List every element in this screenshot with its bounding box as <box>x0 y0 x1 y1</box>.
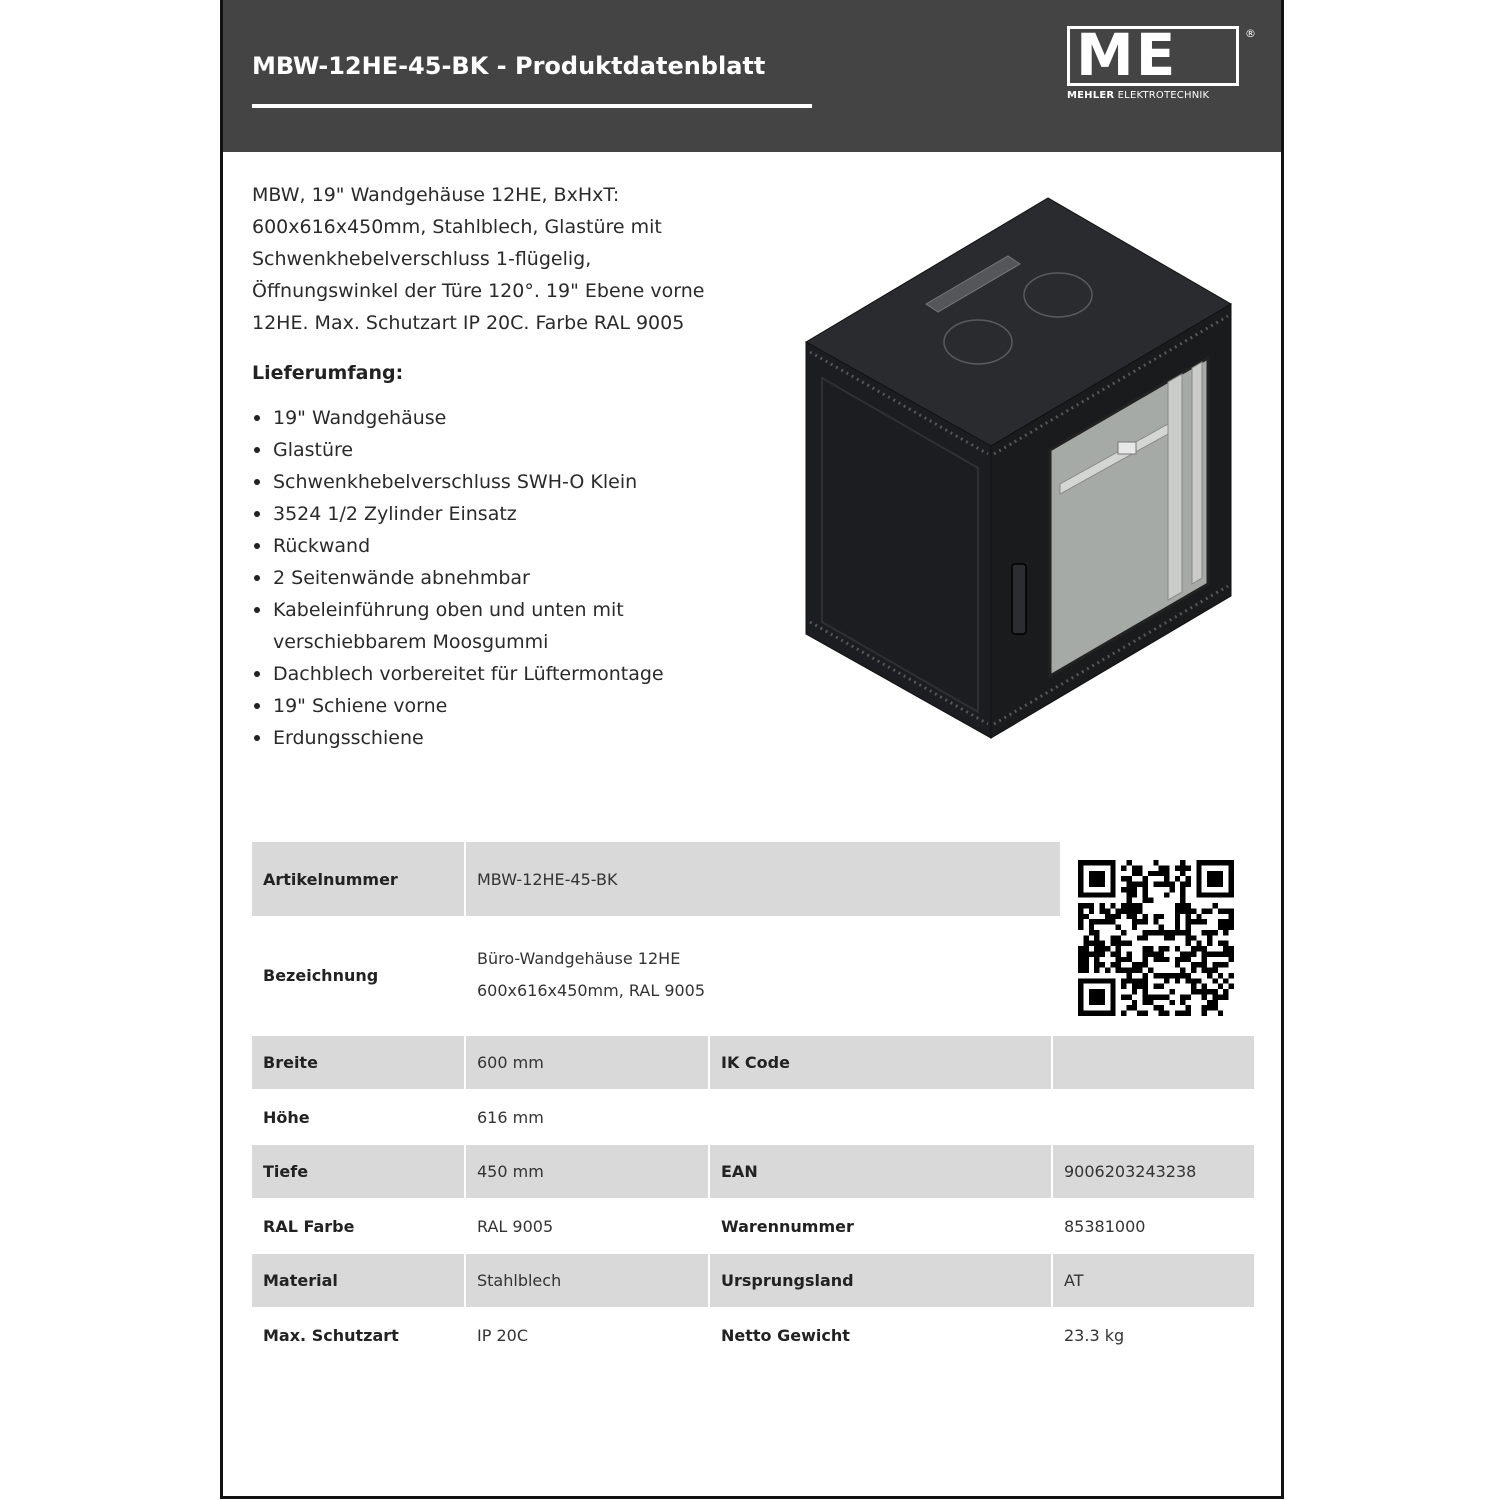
table-row <box>252 1307 1254 1363</box>
scope-item: Glastüre <box>252 434 722 466</box>
spec-value: 616 mm <box>477 1107 544 1127</box>
spec-key: Warennummer <box>721 1216 854 1236</box>
spec-value: 9006203243238 <box>1053 1145 1254 1198</box>
spec-value: Stahlblech <box>466 1254 708 1307</box>
description-line: Öffnungswinkel der Türe 120°. 19" Ebene vorne <box>252 280 705 302</box>
table-row <box>252 1036 1254 1089</box>
spec-value <box>1053 1036 1254 1089</box>
logo-frame <box>1067 21 1256 89</box>
spec-key: Breite <box>252 1036 464 1089</box>
scope-item: Schwenkhebelverschluss SWH-O Klein <box>252 466 722 498</box>
description-line: Schwenkhebelverschluss 1-flügelig, <box>252 248 592 270</box>
scope-list <box>252 402 722 754</box>
product-description <box>252 179 722 339</box>
spec-key <box>710 1089 1051 1145</box>
scope-item: 2 Seitenwände abnehmbar <box>252 562 722 594</box>
spec-value: RAL 9005 <box>477 1216 554 1236</box>
table-row <box>252 842 1060 916</box>
spec-key: Bezeichnung <box>263 965 379 985</box>
spec-value: MBW-12HE-45-BK <box>466 842 1060 916</box>
bezeichnung-line: Büro-Wandgehäuse 12HE <box>477 949 681 968</box>
description-line: MBW, 19" Wandgehäuse 12HE, BxHxT: <box>252 184 620 206</box>
spec-key: Max. Schutzart <box>263 1325 399 1345</box>
datasheet-page <box>220 0 1284 1499</box>
spec-key: Netto Gewicht <box>721 1325 850 1345</box>
registered-mark: ® <box>1245 27 1256 40</box>
spec-key: Ursprungsland <box>710 1254 1051 1307</box>
mehler-logo <box>1067 21 1256 101</box>
description-line: 12HE. Max. Schutzart IP 20C. Farbe RAL 9005 <box>252 312 685 334</box>
logo-company-bold: MEHLER <box>1067 90 1115 101</box>
description-line: 600x616x450mm, Stahlblech, Glastüre mit <box>252 216 662 238</box>
door-handle <box>1012 564 1026 634</box>
spec-key: Höhe <box>263 1107 310 1127</box>
product-image <box>798 192 1238 742</box>
logo-company <box>1067 90 1247 101</box>
spec-value: 85381000 <box>1064 1216 1146 1236</box>
scope-item: 3524 1/2 Zylinder Einsatz <box>252 498 722 530</box>
page-title: MBW-12HE-45-BK - Produktdatenblatt <box>252 52 766 80</box>
scope-item: Rückwand <box>252 530 722 562</box>
spec-value: 600 mm <box>466 1036 708 1089</box>
bezeichnung-line: 600x616x450mm, RAL 9005 <box>477 981 706 1000</box>
spec-key: EAN <box>710 1145 1051 1198</box>
spec-key: Tiefe <box>252 1145 464 1198</box>
scope-heading: Lieferumfang: <box>252 362 404 384</box>
spec-value: 450 mm <box>466 1145 708 1198</box>
spec-key: IK Code <box>710 1036 1051 1089</box>
table-row <box>252 1145 1254 1198</box>
scope-item: Dachblech vorbereitet für Lüftermontage <box>252 658 722 690</box>
spec-value: 23.3 kg <box>1064 1325 1125 1345</box>
scope-item: 19" Schiene vorne <box>252 690 722 722</box>
scope-item: Kabeleinführung oben und unten mit verschiebbarem Moosgummi <box>252 594 722 658</box>
spec-key: Artikelnummer <box>252 842 464 916</box>
logo-company-rest: ELEKTROTECHNIK <box>1117 90 1210 101</box>
spec-key: Material <box>252 1254 464 1307</box>
scope-item: Erdungsschiene <box>252 722 722 754</box>
spec-value: AT <box>1053 1254 1254 1307</box>
spec-value: IP 20C <box>477 1325 528 1345</box>
scope-item: 19" Wandgehäuse <box>252 402 722 434</box>
table-row <box>252 916 1060 1034</box>
spec-value <box>1053 1089 1254 1145</box>
spec-key: RAL Farbe <box>263 1216 355 1236</box>
table-row <box>252 1089 1254 1145</box>
table-row <box>252 1198 1254 1254</box>
page-header <box>223 0 1281 152</box>
qr-code[interactable] <box>1078 860 1234 1016</box>
spec-value <box>466 916 1060 1034</box>
logo-mark: ME <box>1076 21 1178 89</box>
title-underline <box>252 104 812 108</box>
table-row <box>252 1254 1254 1307</box>
